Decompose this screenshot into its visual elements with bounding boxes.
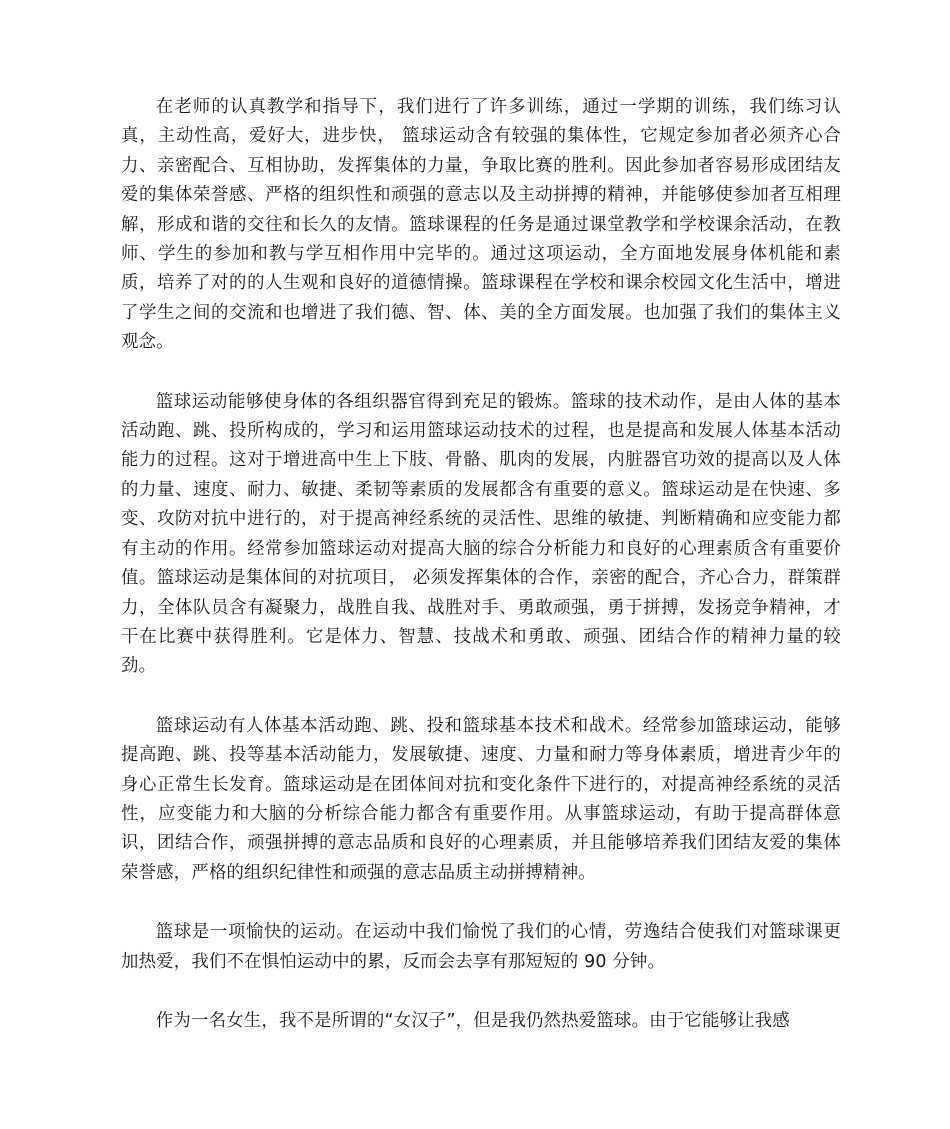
paragraph-1: 在老师的认真教学和指导下，我们进行了许多训练，通过一学期的训练，我们练习认真，主动性高，爱好大，进步快， 篮球运动含有较强的集体性，它规定参加者必须齐心合力、亲密配合、互相协助，发挥集体的力量，争取比赛的胜利。因此参加者容易形成团结友爱的集体荣誉感、严格的组织性和顽强的意志以及主动拼搏的精神，并能够使参加者互相理解，形成和谐的交往和长久的友情。篮球课程的任务是通过课堂教学和学校课余活动，在教师、学生的参加和教与学互相作用中完毕的。通过这项运动，全方面地发展身体机能和素质，培养了对的的人生观和良好的道德情操。篮球课程在学校和课余校园文化生活中，增进了学生之间的交流和也增进了我们德、智、体、美的全方面发展。也加强了我们的集体主义观念。 bbox=[121, 97, 841, 353]
paragraph-5: 作为一名女生，我不是所谓的“女汉子”，但是我仍然热爱篮球。由于它能够让我感 bbox=[155, 1010, 790, 1031]
document-body bbox=[121, 93, 841, 1066]
paragraph-2: 篮球运动能够使身体的各组织器官得到充足的锻炼。篮球的技术动作，是由人体的基本活动跑、跳、投所构成的，学习和运用篮球运动技术的过程，也是提高和发展人体基本活动能力的过程。这对于增进高中生上下肢、骨骼、肌肉的发展，内脏器官功效的提高以及人体的力量、速度、耐力、敏捷、柔韧等素质的发展都含有重要的意义。篮球运动是在快速、多变、攻防对抗中进行的，对于提高神经系统的灵活性、思维的敏捷、判断精确和应变能力都有主动的作用。经常参加篮球运动对提高大脑的综合分析能力和良好的心理素质含有重要价值。篮球运动是集体间的对抗项目， 必须发挥集体的合作，亲密的配合，齐心合力，群策群力，全体队员含有凝聚力，战胜自我、战胜对手、勇敢顽强，勇于拼搏，发扬竞争精神，才干在比赛中获得胜利。它是体力、智慧、技战术和勇敢、顽强、团结合作的精神力量的较劲。 bbox=[121, 391, 841, 677]
paragraph-4: 篮球是一项愉快的运动。在运动中我们愉悦了我们的心情，劳逸结合使我们对篮球课更加热爱，我们不在惧怕运动中的累，反而会去享有那短短的 90 分钟。 bbox=[121, 922, 841, 972]
paragraph-3: 篮球运动有人体基本活动跑、跳、投和篮球基本技术和战术。经常参加篮球运动，能够提高跑、跳、投等基本活动能力，发展敏捷、速度、力量和耐力等身体素质，增进青少年的身心正常生长发育。篮球运动是在团体间对抗和变化条件下进行的，对提高神经系统的灵活性，应变能力和大脑的分析综合能力都含有重要作用。从事篮球运动，有助于提高群体意识，团结合作，顽强拼搏的意志品质和良好的心理素质，并且能够培养我们团结友爱的集体荣誉感，严格的组织纪律性和顽强的意志品质主动拼搏精神。 bbox=[121, 715, 841, 883]
